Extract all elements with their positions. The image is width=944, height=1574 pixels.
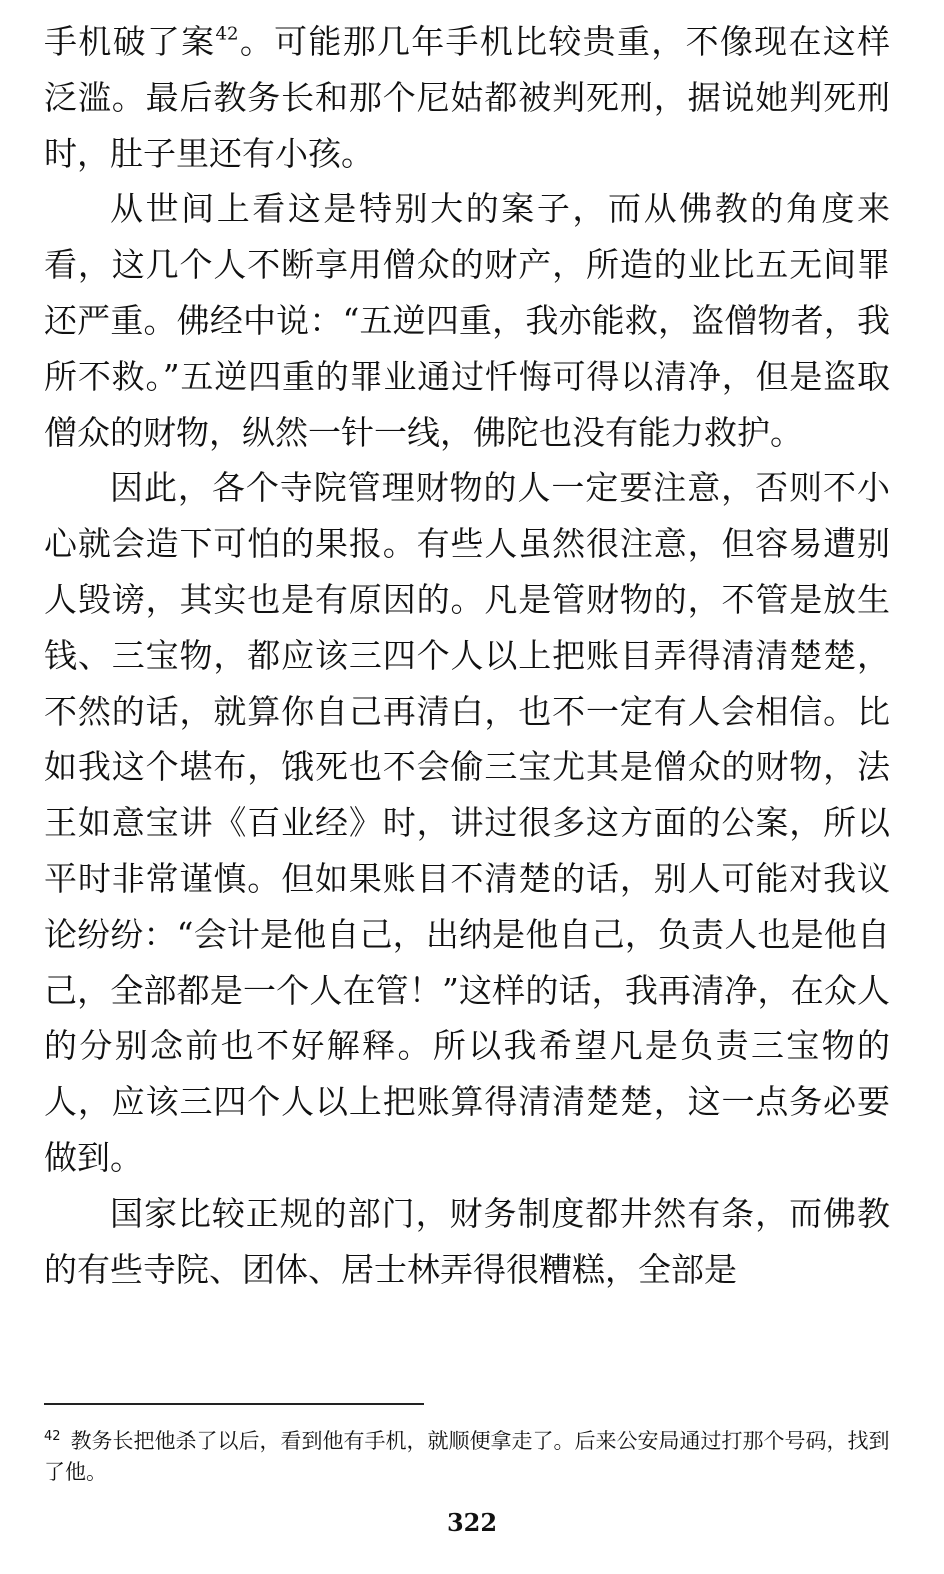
page-number: 322 xyxy=(446,1508,498,1537)
paragraph-1 xyxy=(44,14,890,181)
footnote-divider xyxy=(44,1403,424,1405)
footnote-text: 教务长把他杀了以后，看到他有手机，就顺便拿走了。后来公安局通过打那个号码，找到了他。 xyxy=(44,1428,890,1484)
footnote-reference: 42 xyxy=(215,23,239,45)
main-text xyxy=(44,14,890,1297)
paragraph-4: 国家比较正规的部门，财务制度都井然有条，而佛教的有些寺院、团体、居士林弄得很糟糕，全部是 xyxy=(44,1193,890,1289)
footnote xyxy=(44,1421,890,1488)
paragraph-2: 从世间上看这是特别大的案子，而从佛教的角度来看，这几个人不断享用僧众的财产，所造的业比五无间罪还严重。佛经中说：“五逆四重，我亦能救，盗僧物者，我所不救。”五逆四重的罪业通过忏悔可得以清净，但是盗取僧众的财物，纵然一针一线，佛陀也没有能力救护。 xyxy=(44,189,890,452)
paragraph-3: 因此，各个寺院管理财物的人一定要注意，否则不小心就会造下可怕的果报。有些人虽然很注意，但容易遭别人毁谤，其实也是有原因的。凡是管财物的，不管是放生钱、三宝物，都应该三四个人以上把账目弄得清清楚楚，不然的话，就算你自己再清白，也不一定有人会相信。比如我这个堪布，饿死也不会偷三宝尤其是僧众的财物，法王如意宝讲《百业经》时，讲过很多这方面的公案，所以平时非常谨慎。但如果账目不清楚的话，别人可能对我议论纷纷：“会计是他自己，出纳是他自己，负责人也是他自己，全部都是一个人在管！”这样的话，我再清净，在众人的分别念前也不好解释。所以我希望凡是负责三宝物的人，应该三四个人以上把账算得清清楚楚，这一点务必要做到。 xyxy=(44,468,890,1177)
footnote-marker: 42 xyxy=(44,1429,61,1444)
paragraph-1-rest: 。可能那几年手机比较贵重，不像现在这样泛滥。最后教务长和那个尼姑都被判死刑，据说她判死刑时，肚子里还有小孩。 xyxy=(44,22,891,173)
paragraph-1-start: 手机破了案 xyxy=(44,22,216,61)
